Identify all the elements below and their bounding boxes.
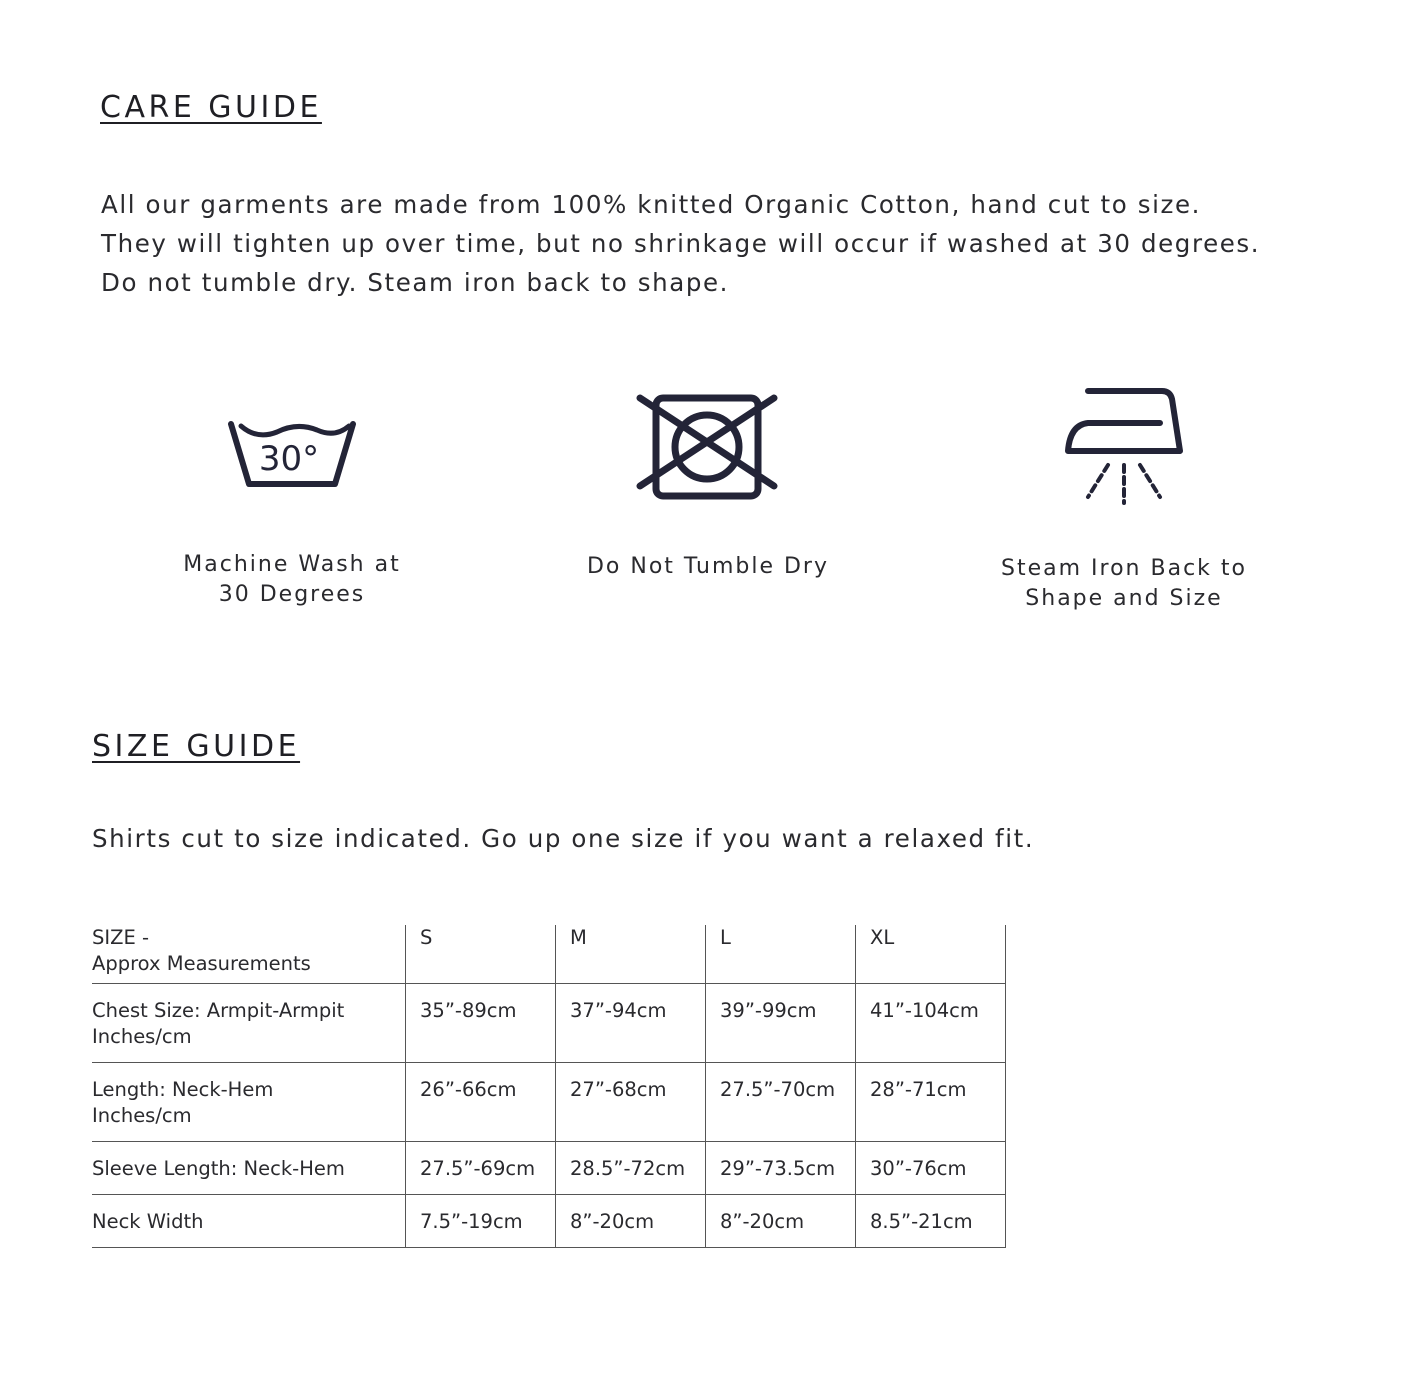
table-cell: 37”-94cm	[556, 984, 706, 1063]
care-intro-line: They will tighten up over time, but no shrinkage will occur if washed at 30 degrees.	[101, 229, 1261, 258]
size-header-m: M	[556, 925, 706, 984]
care-item-dry	[528, 392, 888, 582]
table-cell: 27.5”-70cm	[706, 1063, 856, 1142]
table-cell: 26”-66cm	[406, 1063, 556, 1142]
wash-temp-label: 30°	[258, 439, 320, 479]
table-cell: 28”-71cm	[856, 1063, 1006, 1142]
size-intro: Shirts cut to size indicated. Go up one size if you want a relaxed fit.	[92, 824, 1035, 853]
row-label-line: Length: Neck-Hem	[92, 1078, 274, 1101]
wash-30-icon	[227, 410, 357, 490]
table-cell: 30”-76cm	[856, 1142, 1006, 1195]
size-guide-title: SIZE GUIDE	[92, 729, 301, 764]
care-item-iron	[944, 385, 1304, 614]
wash-label-line: Machine Wash at	[183, 552, 401, 577]
iron-label-line: Shape and Size	[1025, 586, 1223, 611]
row-label-line: Neck Width	[92, 1210, 204, 1233]
table-row	[92, 1142, 1006, 1195]
iron-label	[944, 554, 1304, 614]
table-row	[92, 984, 1006, 1063]
table-row	[92, 1063, 1006, 1142]
size-table	[92, 925, 1006, 1248]
no-tumble-dry-icon	[636, 392, 781, 504]
table-cell: 8”-20cm	[556, 1195, 706, 1248]
dry-label-line: Do Not Tumble Dry	[586, 554, 829, 579]
table-cell: 27”-68cm	[556, 1063, 706, 1142]
wash-label	[112, 550, 472, 610]
size-table-header-label	[92, 925, 406, 984]
row-label	[92, 1063, 406, 1142]
care-intro-line: All our garments are made from 100% knitted Organic Cotton, hand cut to size.	[101, 190, 1202, 219]
table-cell: 41”-104cm	[856, 984, 1006, 1063]
table-row	[92, 1195, 1006, 1248]
steam-iron-icon	[1062, 385, 1187, 510]
care-guide-title: CARE GUIDE	[100, 90, 322, 125]
table-cell: 27.5”-69cm	[406, 1142, 556, 1195]
row-label-line: Inches/cm	[92, 1025, 192, 1048]
row-label-line: Sleeve Length: Neck-Hem	[92, 1157, 345, 1180]
wash-label-line: 30 Degrees	[218, 582, 366, 607]
care-item-wash	[112, 410, 472, 610]
table-cell: 28.5”-72cm	[556, 1142, 706, 1195]
table-cell: 39”-99cm	[706, 984, 856, 1063]
row-label	[92, 1195, 406, 1248]
iron-label-line: Steam Iron Back to	[1001, 556, 1247, 581]
table-cell: 7.5”-19cm	[406, 1195, 556, 1248]
header-label-line: Approx Measurements	[92, 952, 311, 975]
care-intro-line: Do not tumble dry. Steam iron back to shape.	[101, 268, 730, 297]
care-intro	[101, 185, 1260, 302]
row-label-line: Inches/cm	[92, 1104, 192, 1127]
table-cell: 29”-73.5cm	[706, 1142, 856, 1195]
size-header-xl: XL	[856, 925, 1006, 984]
table-cell: 35”-89cm	[406, 984, 556, 1063]
row-label-line: Chest Size: Armpit-Armpit	[92, 999, 345, 1022]
size-header-l: L	[706, 925, 856, 984]
row-label	[92, 1142, 406, 1195]
size-header-s: S	[406, 925, 556, 984]
table-cell: 8.5”-21cm	[856, 1195, 1006, 1248]
size-table-header-row	[92, 925, 1006, 984]
dry-label	[528, 552, 888, 582]
table-cell: 8”-20cm	[706, 1195, 856, 1248]
header-label-line: SIZE -	[92, 926, 150, 949]
row-label	[92, 984, 406, 1063]
